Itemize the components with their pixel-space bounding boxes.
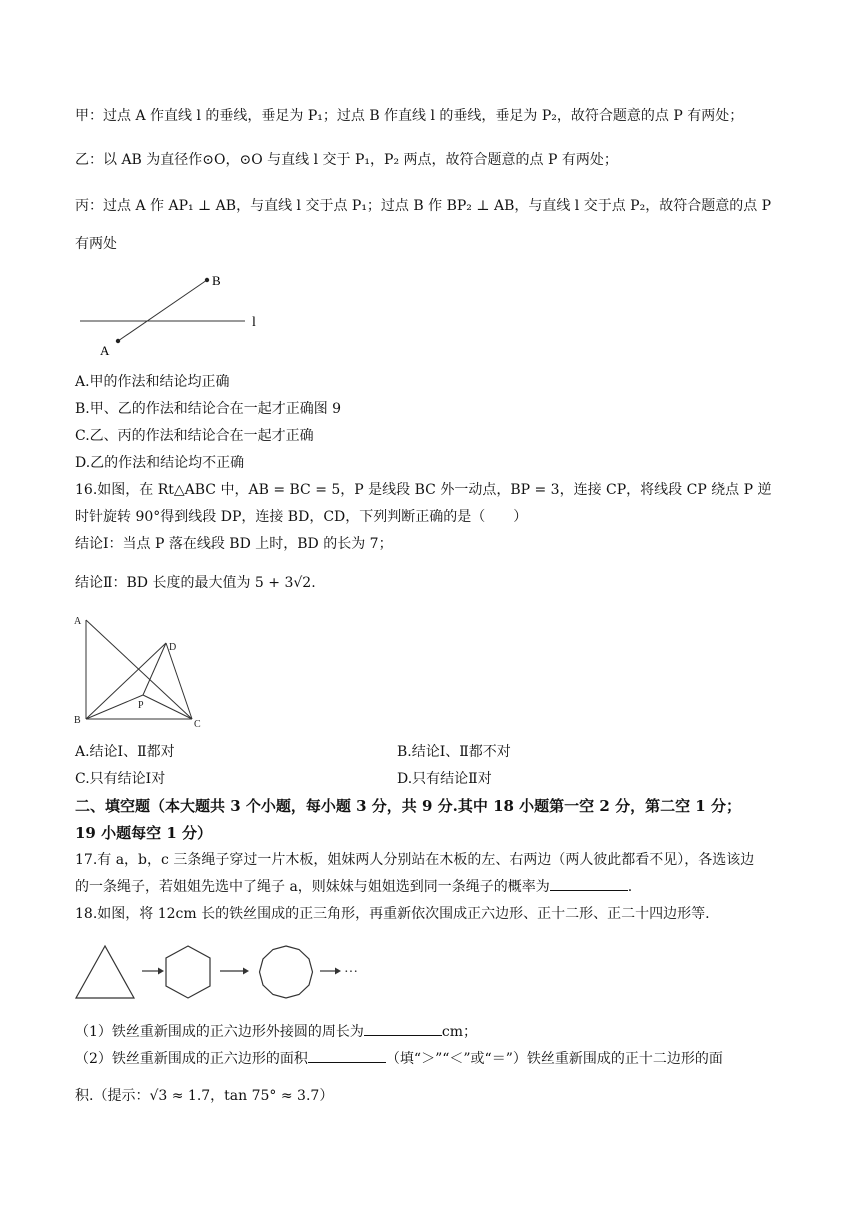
q18-sub2-text: （2）铁丝重新围成的正六边形的面积 (75, 1051, 308, 1067)
label-d: D (169, 642, 177, 653)
q16-stem-line2: 时针旋转 90°得到线段 DP，连接 BD，CD，下列判断正确的是（ ） (75, 509, 528, 525)
dodecagon-shape (260, 946, 313, 998)
q18-sub1 (75, 1022, 477, 1042)
q18-sub1-unit: cm； (441, 1024, 478, 1040)
arrow-1-head (158, 968, 164, 975)
q15-yi: 乙：以 AB 为直径作⊙O，⊙O 与直线 l 交于 P₁，P₂ 两点，故符合题意的点 P 有两处； (75, 152, 618, 168)
segment-cd (166, 643, 192, 719)
q18-stem: 18.如图，将 12cm 长的铁丝围成的正三角形，再重新依次围成正六边形、正十二形、正二十四边形等. (75, 906, 710, 922)
q18-sub1-text: （1）铁丝重新围成的正六边形外接圆的周长为 (75, 1024, 364, 1040)
label-a: A (100, 343, 110, 358)
label-b: B (212, 273, 221, 288)
q16-option-a: A.结论Ⅰ、Ⅱ都对 (75, 744, 175, 760)
q15-option-d: D.乙的作法和结论均不正确 (75, 455, 245, 471)
section-heading-line2: 19 小题每空 1 分） (75, 824, 212, 842)
q16-option-b: B.结论Ⅰ、Ⅱ都不对 (397, 744, 511, 760)
hexagon-shape (166, 946, 210, 998)
q15-bing-line1: 丙：过点 A 作 AP₁ ⊥ AB，与直线 l 交于点 P₁；过点 B 作 BP₂ ⊥ AB，与直线 l 交于点 P₂，故符合题意的点 P (75, 198, 772, 214)
q17-line2-text: 的一条绳子，若姐姐先选中了绳子 a，则妹妹与姐姐选到同一条绳子的概率为 (75, 879, 550, 895)
triangle-shape (76, 946, 134, 998)
q17-answer-blank[interactable] (550, 878, 628, 891)
q15-jia: 甲：过点 A 作直线 l 的垂线，垂足为 P₁；过点 B 作直线 l 的垂线，垂足为 P₂，故符合题意的点 P 有两处； (75, 108, 744, 124)
section-heading-line1: 二、填空题（本大题共 3 个小题，每小题 3 分，共 9 分.其中 18 小题第一空 2 分，第二空 1 分； (75, 797, 741, 815)
q17-line2 (75, 877, 632, 897)
q18-sub2-blank[interactable] (308, 1050, 386, 1063)
segment-bd (86, 643, 166, 719)
arrow-2-head (243, 968, 249, 975)
arrow-3-head (335, 968, 341, 975)
point-b (205, 278, 209, 282)
q17-line2-end: . (627, 879, 633, 895)
q15-option-a: A.甲的作法和结论均正确 (75, 374, 230, 390)
q16-option-d: D.只有结论Ⅱ对 (397, 771, 492, 787)
ellipsis: ··· (344, 965, 358, 980)
q16-option-c: C.只有结论Ⅰ对 (75, 771, 166, 787)
q18-sub2-text-cont: （填“＞”“＜”或“＝”）铁丝重新围成的正十二边形的面 (385, 1051, 723, 1067)
q15-bing-line2: 有两处 (75, 236, 117, 252)
q16-figure (70, 610, 210, 735)
segment-bp (86, 695, 143, 719)
q16-conclusion-1: 结论Ⅰ：当点 P 落在线段 BD 上时，BD 的长为 7； (75, 536, 393, 552)
label-p: P (138, 700, 144, 711)
label-b: B (74, 715, 81, 726)
q16-stem-line1: 16.如图，在 Rt△ABC 中，AB = BC = 5，P 是线段 BC 外一动点，BP = 3，连接 CP，将线段 CP 绕点 P 逆 (75, 482, 772, 498)
point-a (116, 339, 120, 343)
q18-figure (72, 940, 372, 1006)
segment-ab (118, 280, 207, 341)
q15-figure (70, 270, 270, 360)
q18-sub2 (75, 1049, 723, 1069)
q18-sub1-blank[interactable] (364, 1023, 442, 1036)
q17-line1: 17.有 a，b，c 三条绳子穿过一片木板，姐妹两人分别站在木板的左、右两边（两人彼此都看不见），各选该边 (75, 852, 755, 868)
label-a: A (74, 616, 82, 627)
q18-sub2-hint: 积.（提示：√3 ≈ 1.7，tan 75° ≈ 3.7） (75, 1088, 334, 1104)
q15-option-b: B.甲、乙的作法和结论合在一起才正确图 9 (75, 401, 342, 417)
q16-conclusion-2: 结论Ⅱ：BD 长度的最大值为 5 + 3√2. (75, 575, 316, 591)
segment-dp (143, 643, 166, 695)
label-l: l (252, 315, 256, 330)
q15-option-c: C.乙、丙的作法和结论合在一起才正确 (75, 428, 314, 444)
label-c: C (194, 719, 201, 730)
